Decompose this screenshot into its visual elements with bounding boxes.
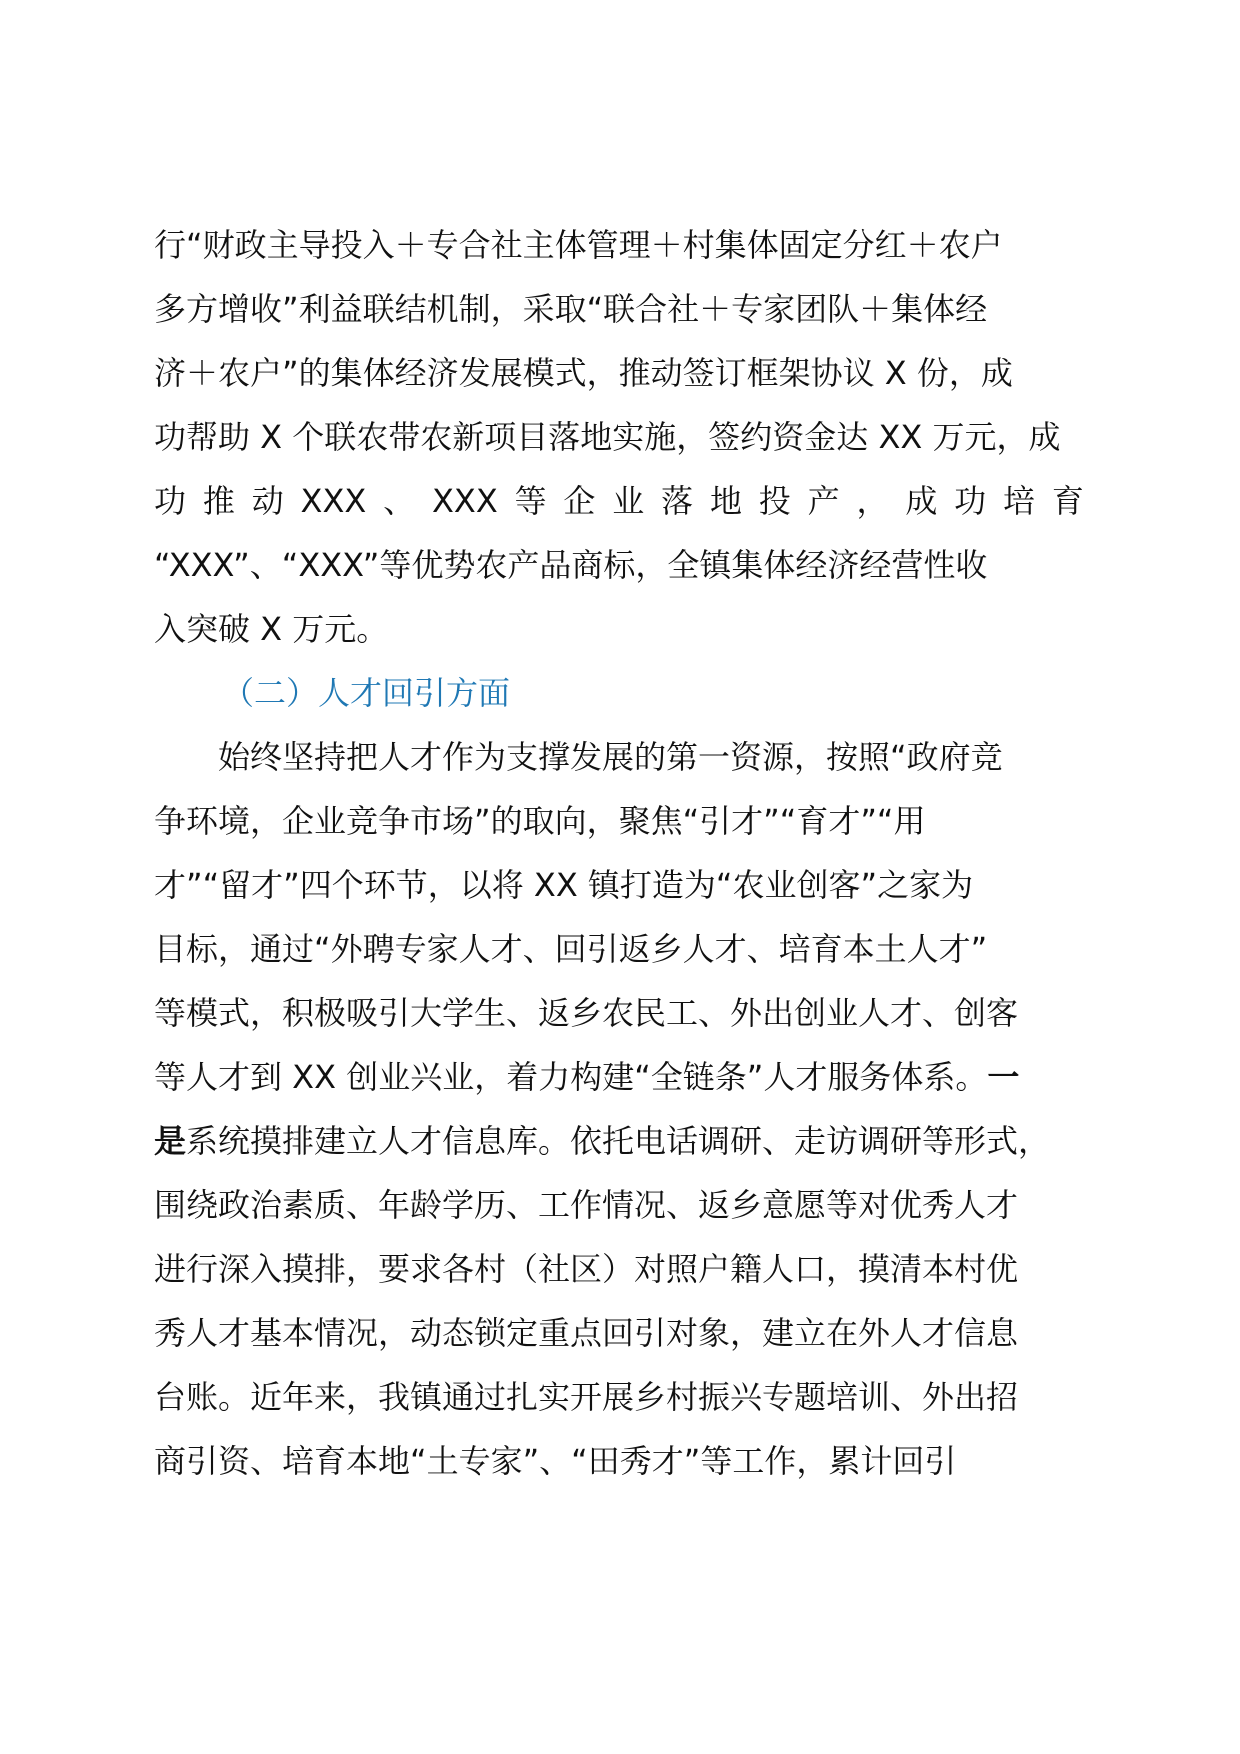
- justified-char: ，: [856, 482, 889, 520]
- paragraph-text: 等人才到 XX 创业兴业，着力构建“全链条”人才服务体系。: [154, 1058, 988, 1096]
- paragraph-line: 秀人才基本情况，动态锁定重点回引对象，建立在外人才信息: [154, 1314, 1019, 1352]
- section-heading: （二）人才回引方面: [222, 674, 511, 712]
- justified-char: 产: [807, 482, 840, 520]
- justified-char: 功: [154, 482, 187, 520]
- justified-char: 推: [202, 482, 235, 520]
- paragraph-line: 济＋农户”的集体经济发展模式，推动签订框架协议 X 份，成: [154, 354, 1013, 392]
- justified-char: 投: [758, 482, 791, 520]
- paragraph-line: 台账。近年来，我镇通过扎实开展乡村振兴专题培训、外出招: [154, 1378, 1019, 1416]
- justified-char: 企: [563, 482, 596, 520]
- paragraph-line: 进行深入摸排，要求各村（社区）对照户籍人口，摸清本村优: [154, 1250, 1019, 1288]
- justified-char: 等: [514, 482, 547, 520]
- paragraph-line-with-bold: [154, 1121, 1094, 1161]
- paragraph-line-with-bold: [154, 1057, 1054, 1097]
- paragraph-text: 系统摸排建立人才信息库。依托电话调研、走访调研等形式，: [186, 1122, 1051, 1160]
- paragraph-line: 商引资、培育本地“土专家”、“田秀才”等工作，累计回引: [154, 1442, 957, 1480]
- paragraph-line-justified: [154, 481, 1084, 521]
- justified-char: 育: [1051, 482, 1084, 520]
- justified-char: 动: [251, 482, 284, 520]
- justified-char: 培: [1003, 482, 1036, 520]
- paragraph-line: 争环境，企业竞争市场”的取向，聚焦“引才”“育才”“用: [154, 802, 926, 840]
- bold-marker-one: 一: [987, 1058, 1020, 1096]
- justified-char: 成: [905, 482, 938, 520]
- justified-char: XXX: [300, 482, 367, 520]
- paragraph-line: 目标，通过“外聘专家人才、回引返乡人才、培育本土人才”: [154, 930, 988, 968]
- paragraph-line: 行“财政主导投入＋专合社主体管理＋村集体固定分红＋农户: [154, 226, 1003, 264]
- justified-char: 功: [954, 482, 987, 520]
- paragraph-line: 入突破 X 万元。: [154, 610, 389, 648]
- justified-char: 地: [709, 482, 742, 520]
- paragraph-line: 围绕政治素质、年龄学历、工作情况、返乡意愿等对优秀人才: [154, 1186, 1019, 1224]
- paragraph-line: 多方增收”利益联结机制，采取“联合社＋专家团队＋集体经: [154, 290, 988, 328]
- paragraph-line: 才”“留才”四个环节，以将 XX 镇打造为“农业创客”之家为: [154, 866, 974, 904]
- paragraph-line: 始终坚持把人才作为支撑发展的第一资源，按照“政府竞: [218, 738, 1003, 776]
- justified-char: 落: [661, 482, 694, 520]
- bold-marker-shi: 是: [154, 1122, 187, 1160]
- justified-char: 业: [612, 482, 645, 520]
- paragraph-line: 等模式，积极吸引大学生、返乡农民工、外出创业人才、创客: [154, 994, 1019, 1032]
- justified-char: XXX: [431, 482, 498, 520]
- paragraph-line: 功帮助 X 个联农带农新项目落地实施，签约资金达 XX 万元，成: [154, 418, 1061, 456]
- justified-char: 、: [383, 482, 416, 520]
- paragraph-line: “XXX”、“XXX”等优势农产品商标，全镇集体经济经营性收: [154, 546, 988, 584]
